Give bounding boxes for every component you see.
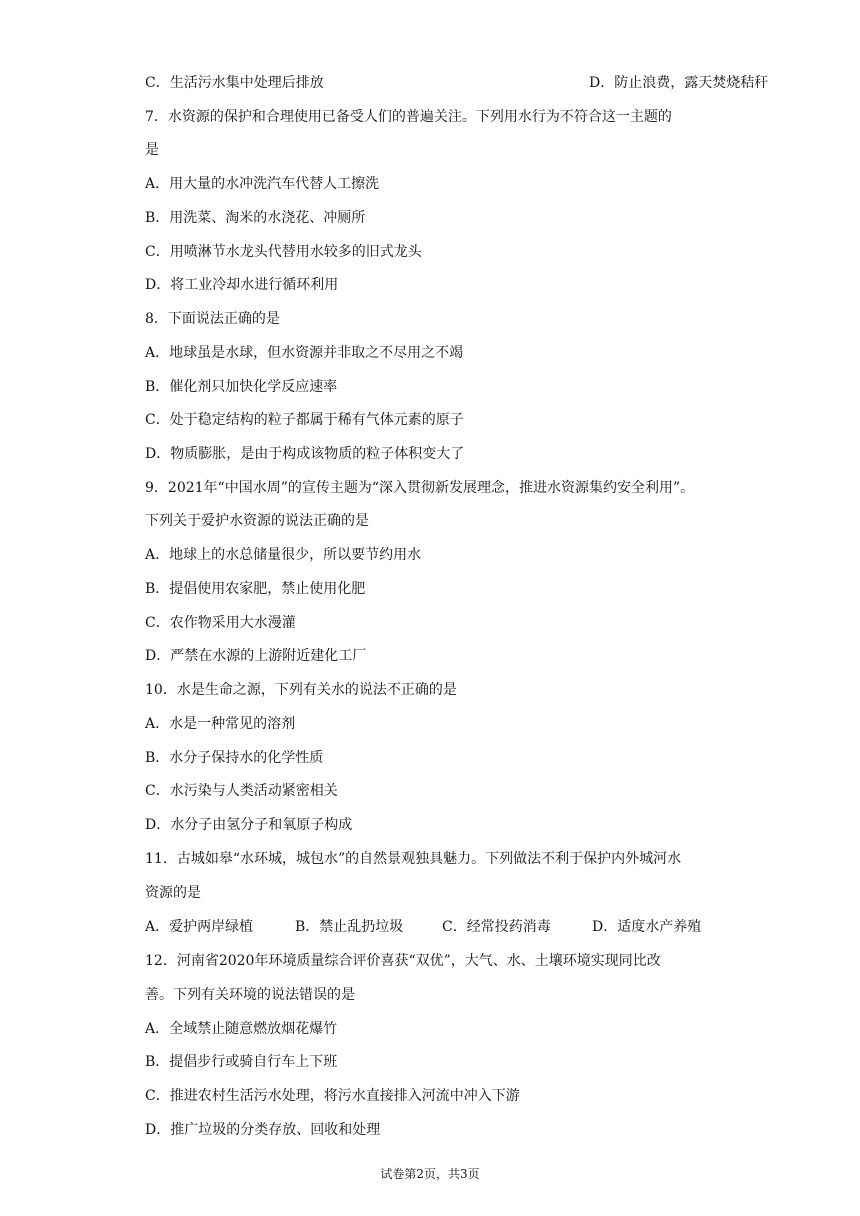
q7-stem-line2: 是 bbox=[145, 142, 159, 158]
q12-option-c: C．推进农村生活污水处理，将污水直接排入河流中冲入下游 bbox=[145, 1088, 520, 1104]
q7-stem-line1: 7．水资源的保护和合理使用已备受人们的普遍关注。下列用水行为不符合这一主题的 bbox=[145, 109, 672, 125]
q12-stem-line1: 12．河南省2020年环境质量综合评价喜获“双优”，大气、水、土壤环境实现同比改 bbox=[145, 953, 661, 969]
q11-stem-line1: 11．古城如皋“水环城，城包水”的自然景观独具魅力。下列做法不利于保护内外城河水 bbox=[145, 851, 682, 867]
q9-option-b: B．提倡使用农家肥，禁止使用化肥 bbox=[145, 581, 366, 597]
page-footer: 试卷第2页，共3页 bbox=[380, 1167, 480, 1181]
q11-option-c: C．经常投药消毒 bbox=[442, 919, 551, 935]
q11-option-b: B．禁止乱扔垃圾 bbox=[295, 919, 404, 935]
q9-option-a: A．地球上的水总储量很少，所以要节约用水 bbox=[145, 547, 422, 563]
q10-option-a: A．水是一种常见的溶剂 bbox=[145, 716, 296, 732]
q9-option-c: C．农作物采用大水漫灌 bbox=[145, 615, 296, 631]
q8-option-d: D．物质膨胀，是由于构成该物质的粒子体积变大了 bbox=[145, 446, 465, 462]
q11-stem-line2: 资源的是 bbox=[145, 885, 201, 901]
q6-options-cd bbox=[145, 74, 769, 92]
q9-stem-line1: 9．2021年“中国水周”的宣传主题为“深入贯彻新发展理念，推进水资源集约安全利用”。 bbox=[145, 480, 695, 496]
q11-option-a: A．爱护两岸绿植 bbox=[145, 919, 254, 935]
q10-option-b: B．水分子保持水的化学性质 bbox=[145, 750, 324, 766]
q6-option-d: D．防止浪费，露天焚烧秸秆 bbox=[589, 75, 769, 91]
q7-option-c: C．用喷淋节水龙头代替用水较多的旧式龙头 bbox=[145, 244, 422, 260]
q8-option-c: C．处于稳定结构的粒子都属于稀有气体元素的原子 bbox=[145, 412, 464, 428]
q9-option-d: D．严禁在水源的上游附近建化工厂 bbox=[145, 648, 367, 664]
q7-option-a: A．用大量的水冲洗汽车代替人工擦洗 bbox=[145, 176, 380, 192]
q12-option-a: A．全域禁止随意燃放烟花爆竹 bbox=[145, 1021, 338, 1037]
q12-option-b: B．提倡步行或骑自行车上下班 bbox=[145, 1054, 338, 1070]
q12-option-d: D．推广垃圾的分类存放、回收和处理 bbox=[145, 1122, 381, 1138]
q10-option-d: D．水分子由氢分子和氧原子构成 bbox=[145, 817, 353, 833]
q7-option-b: B．用洗菜、淘米的水浇花、冲厕所 bbox=[145, 210, 366, 226]
q10-option-c: C．水污染与人类活动紧密相关 bbox=[145, 783, 338, 799]
q10-stem: 10．水是生命之源，下列有关水的说法不正确的是 bbox=[145, 682, 457, 698]
q8-stem: 8．下面说法正确的是 bbox=[145, 311, 280, 327]
q8-option-a: A．地球虽是水球，但水资源并非取之不尽用之不竭 bbox=[145, 345, 464, 361]
q11-option-d: D．适度水产养殖 bbox=[592, 919, 702, 935]
q8-option-b: B．催化剂只加快化学反应速率 bbox=[145, 379, 338, 395]
q12-stem-line2: 善。下列有关环境的说法错误的是 bbox=[145, 987, 355, 1003]
q9-stem-line2: 下列关于爱护水资源的说法正确的是 bbox=[145, 513, 369, 529]
q7-option-d: D．将工业冷却水进行循环利用 bbox=[145, 277, 339, 293]
q6-option-c: C．生活污水集中处理后排放 bbox=[145, 75, 324, 91]
